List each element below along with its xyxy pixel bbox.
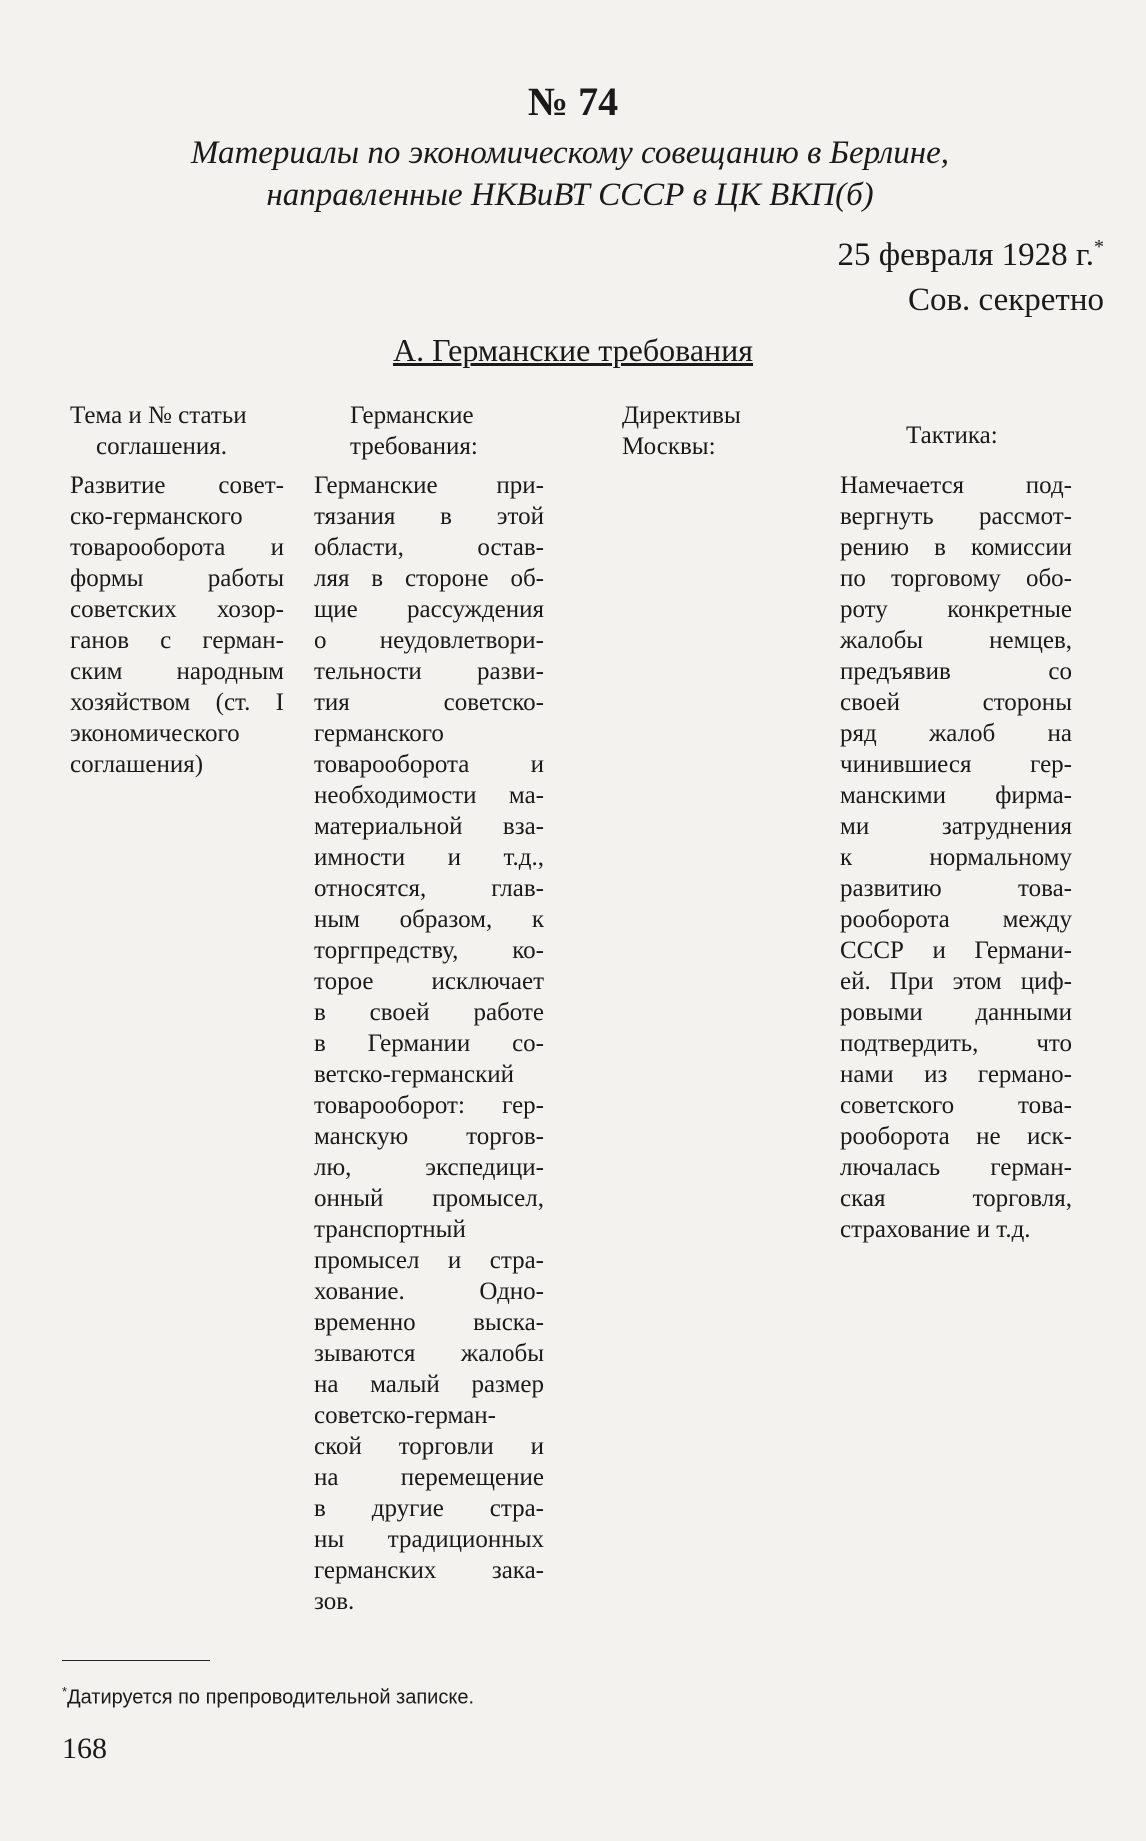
- text-line: рооборота между: [840, 906, 1072, 933]
- text-line: роту конкретные: [840, 596, 1072, 623]
- text-line: манскую торгов-: [314, 1123, 544, 1150]
- text-line: формы работы: [70, 565, 284, 592]
- text-line: ей. При этом циф-: [840, 968, 1072, 995]
- text-line: зываются жалобы: [314, 1340, 544, 1367]
- header-topic: [70, 400, 284, 462]
- text-line: товарооборот: гер-: [314, 1092, 544, 1119]
- text-line: ны традиционных: [314, 1526, 544, 1553]
- text-line: жалобы немцев,: [840, 627, 1072, 654]
- text-line: необходимости ма-: [314, 782, 544, 809]
- text-line: на перемещение: [314, 1464, 544, 1491]
- text-line: предъявив со: [840, 658, 1072, 685]
- date-footnote-marker: *: [1094, 236, 1104, 258]
- text-line: экономического: [70, 720, 240, 747]
- footnote-marker: *: [62, 1684, 68, 1699]
- text-line: материальной вза-: [314, 813, 544, 840]
- section-heading: А. Германские требования: [392, 332, 754, 368]
- footnote: [62, 1684, 474, 1710]
- document-date: [837, 236, 1104, 274]
- text-line: в Германии со-: [314, 1030, 544, 1057]
- text-line: ляя в стороне об-: [314, 565, 544, 592]
- header-german-demands-line-1: Германские: [350, 402, 474, 429]
- text-line: германского: [314, 720, 444, 747]
- text-line: лю, экспедици-: [314, 1154, 544, 1181]
- text-line: ветско-германский: [314, 1061, 515, 1088]
- text-line: Развитие совет-: [70, 472, 284, 499]
- column-german-demands: [314, 470, 544, 1617]
- text-line: советских хозор-: [70, 596, 284, 623]
- header-german-demands-line-2: требования:: [350, 433, 478, 460]
- text-line: имности и т.д.,: [314, 844, 544, 871]
- text-line: развитию това-: [840, 875, 1072, 902]
- text-line: ганов с герман-: [70, 627, 284, 654]
- classification-label: Сов. секретно: [907, 282, 1104, 318]
- text-line: в другие стра-: [314, 1495, 544, 1522]
- text-line: вергнуть рассмот-: [840, 503, 1072, 530]
- document-number: № 74: [527, 79, 619, 124]
- title-line-1: Материалы по экономическому совещанию в Берлине,: [190, 135, 950, 171]
- document-title: [110, 132, 1030, 216]
- text-line: советского това-: [840, 1092, 1072, 1119]
- text-line: хование. Одно-: [314, 1278, 544, 1305]
- header-topic-line-2: соглашения.: [96, 433, 228, 460]
- text-line: относятся, глав-: [314, 875, 544, 902]
- text-line: ско-германского: [70, 503, 243, 530]
- text-line: области, остав-: [314, 534, 544, 561]
- text-line: советско-герман-: [314, 1402, 496, 1429]
- text-line: о неудовлетвори-: [314, 627, 544, 654]
- text-line: к нормальному: [840, 844, 1072, 871]
- text-line: Намечается под-: [840, 472, 1072, 499]
- header-moscow-directives-line-2: Москвы:: [622, 433, 716, 460]
- text-line: нами из германо-: [840, 1061, 1072, 1088]
- text-line: ми затруднения: [840, 813, 1072, 840]
- text-line: товарооборота и: [70, 534, 284, 561]
- text-line: ской торговли и: [314, 1433, 544, 1460]
- text-line: ным образом, к: [314, 906, 544, 933]
- text-line: транспортный: [314, 1216, 466, 1243]
- text-line: временно выска-: [314, 1309, 544, 1336]
- header-tactics: Тактика:: [906, 422, 998, 449]
- text-line: товарооборота и: [314, 751, 544, 778]
- text-line: по торговому обо-: [840, 565, 1072, 592]
- text-line: ряд жалоб на: [840, 720, 1072, 747]
- text-line: рению в комиссии: [840, 534, 1072, 561]
- text-line: соглашения): [70, 751, 204, 778]
- text-line: зов.: [314, 1588, 355, 1615]
- text-line: торое исключает: [314, 968, 544, 995]
- text-line: страхование и т.д.: [840, 1216, 1031, 1243]
- text-line: Германские при-: [314, 472, 544, 499]
- header-topic-line-1: Тема и № статьи: [70, 402, 247, 429]
- text-line: щие рассуждения: [314, 596, 544, 623]
- text-line: онный промысел,: [314, 1185, 544, 1212]
- text-line: на малый размер: [314, 1371, 544, 1398]
- text-line: ровыми данными: [840, 999, 1072, 1026]
- text-line: чинившиеся гер-: [840, 751, 1072, 778]
- text-line: ская торговля,: [840, 1185, 1072, 1212]
- text-line: тязания в этой: [314, 503, 544, 530]
- header-german-demands: [350, 400, 550, 462]
- footnote-divider: [62, 1660, 210, 1661]
- header-moscow-directives: [622, 400, 802, 462]
- text-line: тельности разви-: [314, 658, 544, 685]
- text-line: промысел и стра-: [314, 1247, 544, 1274]
- page-number: 168: [62, 1732, 107, 1765]
- text-line: тия советско-: [314, 689, 544, 716]
- text-line: хозяйством (ст. I: [70, 689, 284, 716]
- date-text: 25 февраля 1928 г.: [837, 237, 1094, 273]
- text-line: подтвердить, что: [840, 1030, 1072, 1057]
- text-line: ским народным: [70, 658, 284, 685]
- header-moscow-directives-line-1: Директивы: [622, 402, 741, 429]
- text-line: лючалась герман-: [840, 1154, 1072, 1181]
- title-line-2: направленные НКВиВТ СССР в ЦК ВКП(б): [266, 177, 874, 213]
- column-tactics: [840, 470, 1072, 1245]
- text-line: рооборота не иск-: [840, 1123, 1072, 1150]
- text-line: германских зака-: [314, 1557, 544, 1584]
- text-line: манскими фирма-: [840, 782, 1072, 809]
- text-line: СССР и Германи-: [840, 937, 1072, 964]
- text-line: в своей работе: [314, 999, 544, 1026]
- column-topic: [70, 470, 284, 780]
- text-line: торгпредству, ко-: [314, 937, 544, 964]
- text-line: своей стороны: [840, 689, 1072, 716]
- footnote-text: Датируется по препроводительной записке.: [67, 1686, 474, 1709]
